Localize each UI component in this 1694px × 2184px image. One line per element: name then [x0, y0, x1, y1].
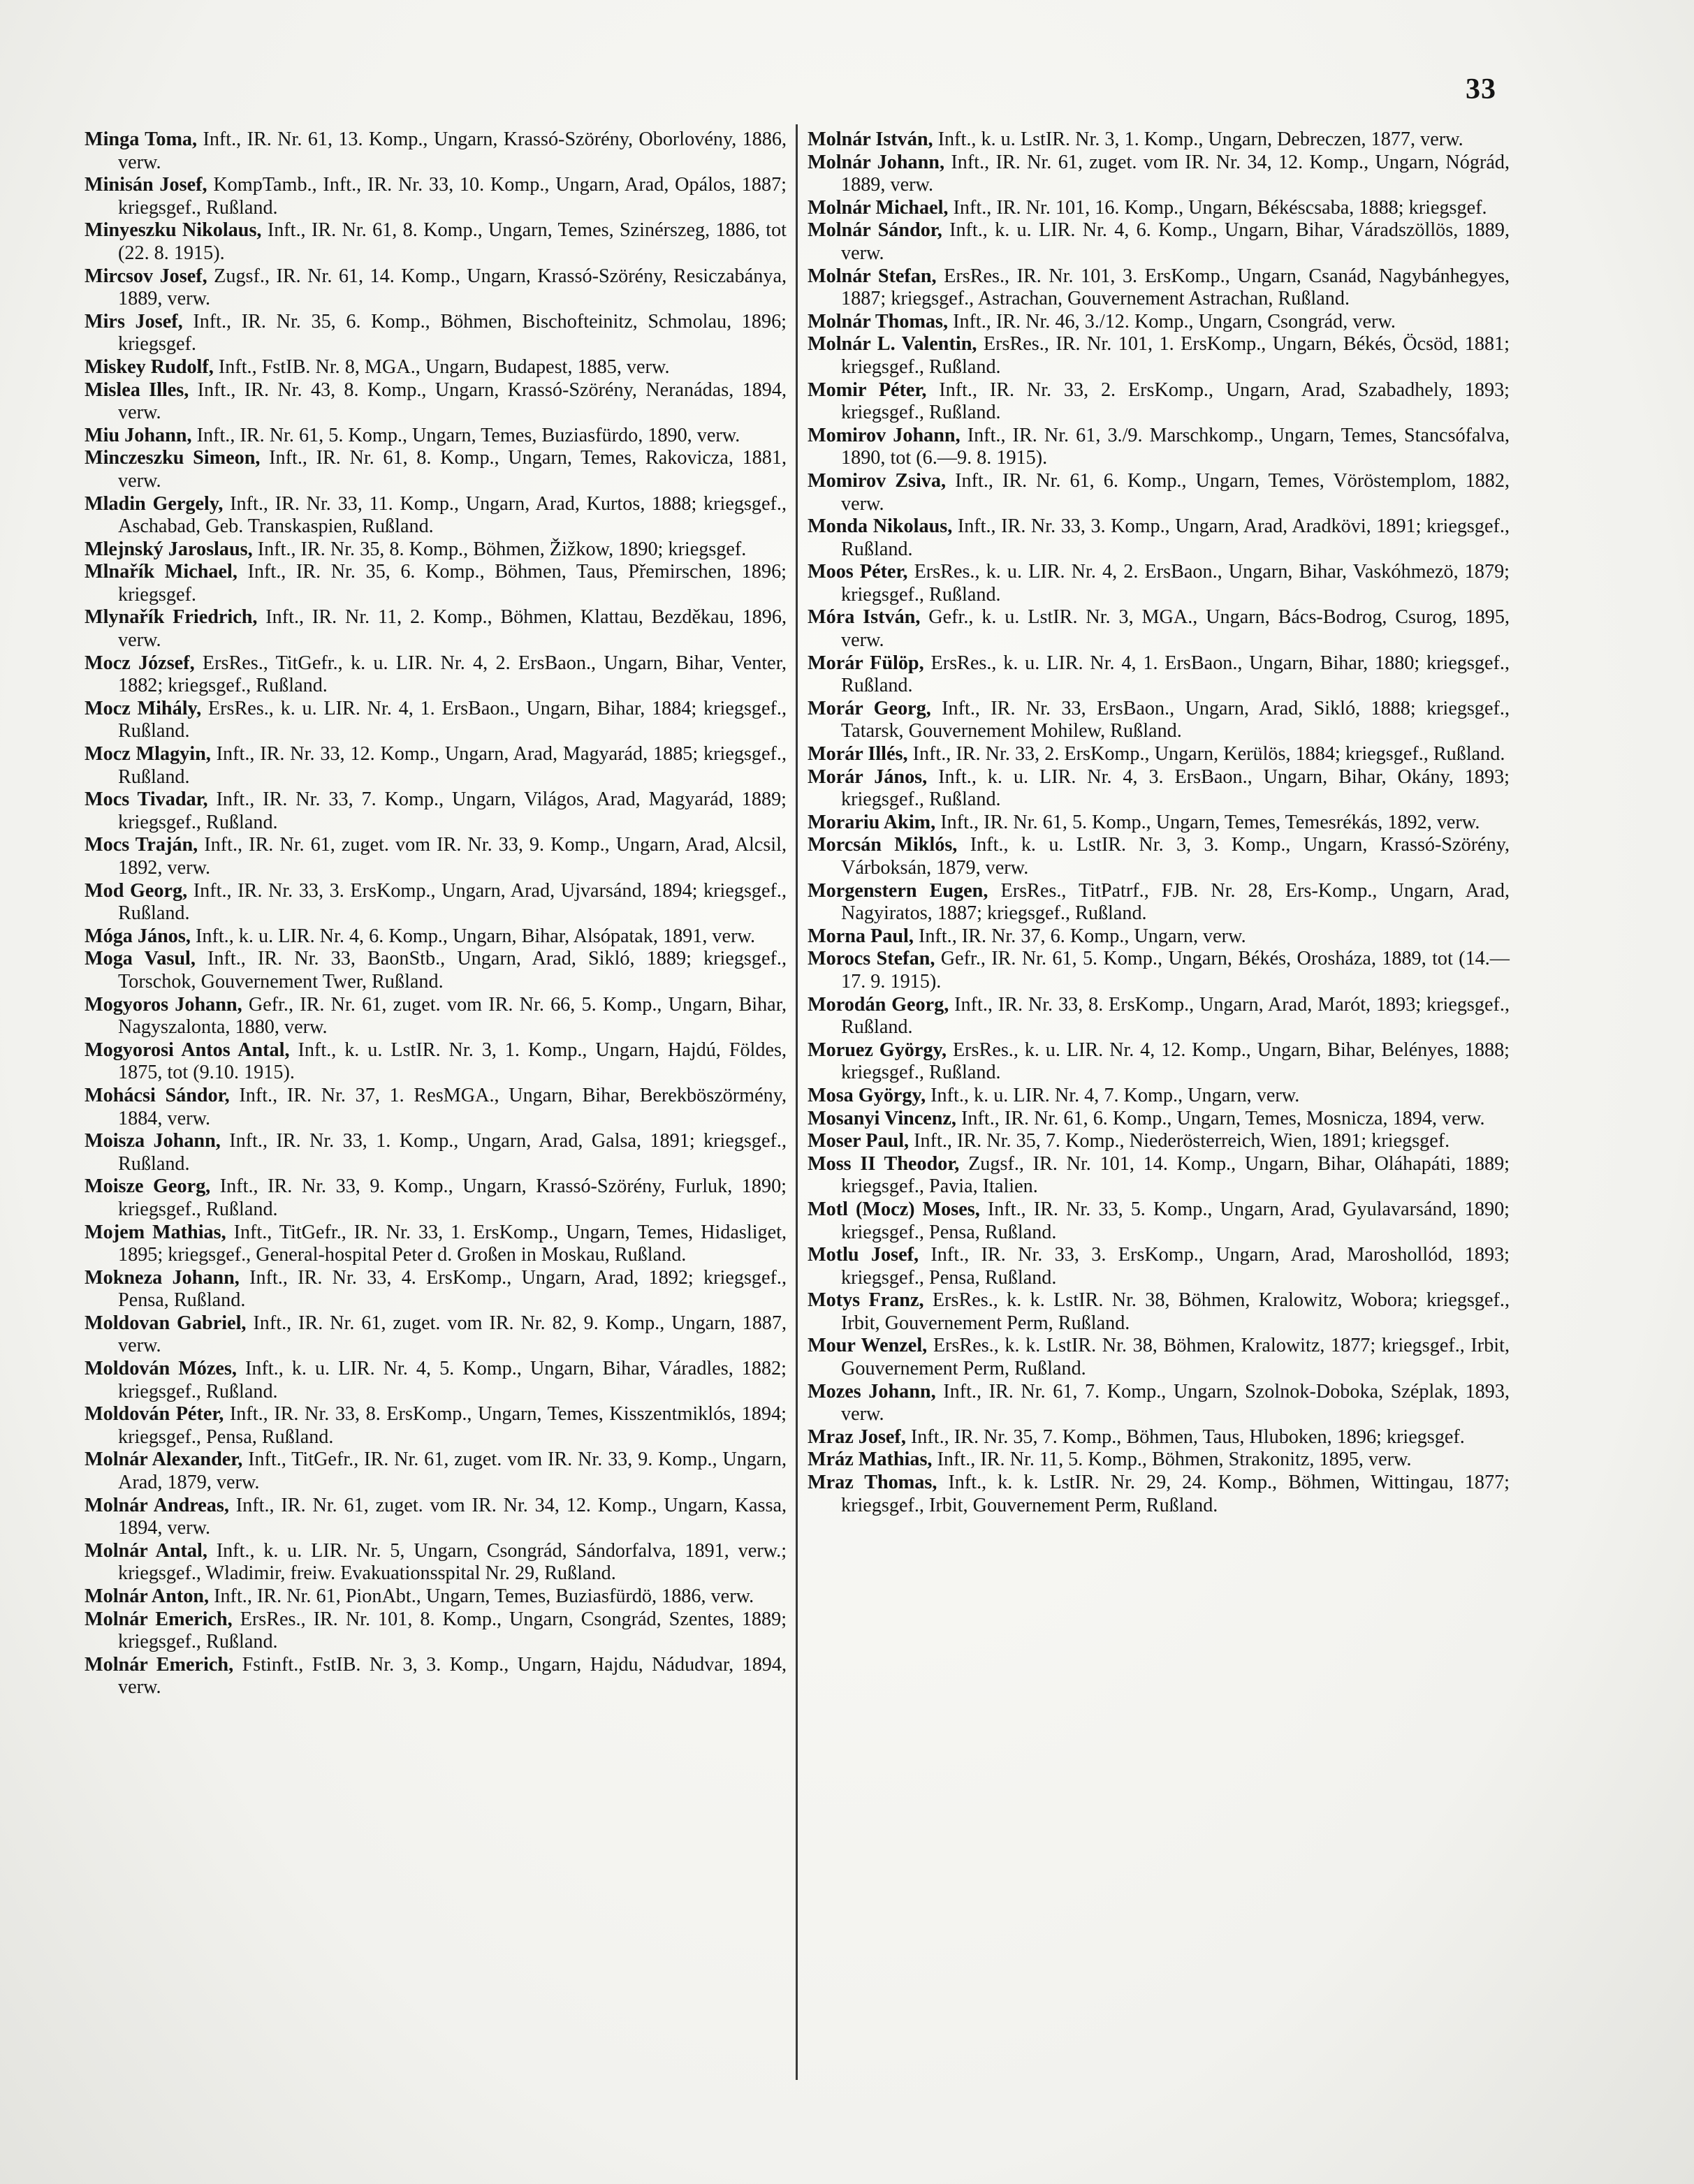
- entry-name: Mlnařík Michael,: [85, 561, 238, 583]
- entry-details: Inft., IR. Nr. 33, 2. ErsKomp., Ungarn, Kerülös, 1884; kriegsgef., Rußland.: [912, 743, 1505, 765]
- register-entry: [808, 1381, 1510, 1426]
- entry-name: Moruez György,: [808, 1039, 947, 1061]
- register-entry: [808, 1426, 1510, 1449]
- entry-details: Inft., IR. Nr. 33, 2. ErsKomp., Ungarn, Arad, Szabadhely, 1893; kriegsgef., Rußland.: [841, 379, 1510, 424]
- register-entry: [808, 1153, 1510, 1199]
- entry-name: Moldován Mózes,: [85, 1358, 237, 1380]
- register-entry: [85, 698, 787, 743]
- entry-details: ErsRes., k. u. LIR. Nr. 4, 2. ErsBaon., Ungarn, Bihar, Vaskóhmezö, 1879; kriegsgef., Rußland.: [841, 561, 1510, 606]
- entry-details: ErsRes., TitPatrf., FJB. Nr. 28, Ers-Komp., Ungarn, Arad, Nagyiratos, 1887; kriegsgef., Rußland.: [841, 879, 1510, 925]
- register-entry: [85, 379, 787, 425]
- register-entry: [808, 766, 1510, 812]
- register-entry: [808, 379, 1510, 425]
- entry-details: Inft., IR. Nr. 33, 3. Komp., Ungarn, Arad, Aradkövi, 1891; kriegsgef., Rußland.: [841, 515, 1510, 560]
- register-entry: [85, 743, 787, 789]
- entry-details: Inft., IR. Nr. 33, 11. Komp., Ungarn, Arad, Kurtos, 1888; kriegsgef., Aschabad, Geb. Transkaspien, Rußland.: [118, 492, 787, 538]
- register-entry: [85, 538, 787, 562]
- entry-details: Inft., k. u. LIR. Nr. 4, 6. Komp., Ungarn, Bihar, Váradszöllös, 1889, verw.: [841, 219, 1510, 264]
- register-entry: [85, 311, 787, 356]
- column-divider: [796, 124, 798, 2080]
- entry-details: Inft., FstIB. Nr. 8, MGA., Ungarn, Budapest, 1885, verw.: [218, 356, 670, 378]
- entry-name: Moisza Johann,: [85, 1130, 221, 1152]
- register-entry: [808, 1289, 1510, 1335]
- register-entry: [808, 812, 1510, 835]
- entry-name: Mocs Traján,: [85, 834, 198, 856]
- entry-details: ErsRes., k. u. LIR. Nr. 4, 1. ErsBaon., Ungarn, Bihar, 1884; kriegsgef., Rußland.: [118, 697, 787, 742]
- register-entry: [85, 447, 787, 492]
- entry-name: Moser Paul,: [808, 1130, 910, 1152]
- register-entry: [808, 470, 1510, 515]
- entry-details: ErsRes., k. k. LstIR. Nr. 38, Böhmen, Kralowitz, Wobora; kriegsgef., Irbit, Gouvernement Perm, Rußland.: [841, 1289, 1510, 1334]
- entry-details: Inft., IR. Nr. 61, zuget. vom IR. Nr. 82, 9. Komp., Ungarn, 1887, verw.: [118, 1312, 787, 1357]
- register-entry: [808, 1085, 1510, 1108]
- register-entry: [808, 1039, 1510, 1085]
- entry-name: Mour Wenzel,: [808, 1335, 928, 1357]
- register-entry: [85, 1403, 787, 1449]
- entry-details: Gefr., k. u. LstIR. Nr. 3, MGA., Ungarn, Bács-Bodrog, Csurog, 1895, verw.: [841, 606, 1510, 652]
- entry-details: Inft., k. u. LIR. Nr. 4, 7. Komp., Ungarn, verw.: [930, 1084, 1300, 1106]
- entry-details: Zugsf., IR. Nr. 61, 14. Komp., Ungarn, Krassó-Szörény, Resiczabánya, 1889, verw.: [118, 265, 787, 310]
- entry-details: Inft., IR. Nr. 61, PionAbt., Ungarn, Temes, Buziasfürdö, 1886, verw.: [214, 1585, 754, 1607]
- register-entry: [808, 1199, 1510, 1244]
- entry-details: Inft., IR. Nr. 33, 1. Komp., Ungarn, Arad, Galsa, 1891; kriegsgef., Rußland.: [118, 1130, 787, 1175]
- register-entry: [85, 1358, 787, 1403]
- register-entry: [85, 606, 787, 652]
- entry-name: Molnár Antal,: [85, 1539, 207, 1562]
- entry-name: Miskey Rudolf,: [85, 356, 214, 378]
- entry-details: Gefr., IR. Nr. 61, zuget. vom IR. Nr. 66, 5. Komp., Ungarn, Bihar, Nagyszalonta, 1880, verw.: [118, 993, 787, 1039]
- entry-name: Molnár Alexander,: [85, 1449, 243, 1471]
- entry-name: Minczeszku Simeon,: [85, 447, 261, 469]
- entry-name: Mocz Mlagyin,: [85, 743, 211, 765]
- register-entry: [808, 948, 1510, 993]
- entry-details: Inft., IR. Nr. 35, 6. Komp., Böhmen, Taus, Přemirschen, 1896; kriegsgef.: [118, 561, 787, 606]
- register-entry: [85, 219, 787, 265]
- entry-name: Moos Péter,: [808, 561, 908, 583]
- entry-name: Morodán Georg,: [808, 993, 949, 1016]
- register-entry: [85, 356, 787, 379]
- register-entry: [808, 1244, 1510, 1289]
- entry-details: Inft., IR. Nr. 35, 6. Komp., Böhmen, Bischofteinitz, Schmolau, 1896; kriegsgef.: [118, 310, 787, 356]
- entry-name: Molnár István,: [808, 129, 933, 150]
- entry-name: Mokneza Johann,: [85, 1266, 240, 1289]
- entry-details: Inft., k. u. LIR. Nr. 5, Ungarn, Csongrád, Sándorfalva, 1891, verw.; kriegsgef., Wladimir, freiw. Evakuationsspital Nr. 29, Rußland.: [118, 1539, 787, 1585]
- entry-name: Mocs Tivadar,: [85, 789, 208, 811]
- entry-name: Mogyoros Johann,: [85, 993, 242, 1016]
- entry-details: Zugsf., IR. Nr. 101, 14. Komp., Ungarn, Bihar, Oláhapáti, 1889; kriegsgef., Pavia, Italien.: [841, 1152, 1510, 1198]
- register-entry: [85, 1085, 787, 1130]
- entry-name: Mirs Josef,: [85, 310, 183, 332]
- entry-name: Moisze Georg,: [85, 1175, 211, 1198]
- register-entry: [808, 219, 1510, 265]
- entry-name: Mod Georg,: [85, 879, 188, 902]
- entry-name: Morár Fülöp,: [808, 652, 924, 674]
- entry-name: Mosanyi Vincenz,: [808, 1107, 956, 1129]
- entry-details: Inft., k. u. LstIR. Nr. 3, 1. Komp., Ungarn, Debreczen, 1877, verw.: [937, 129, 1463, 150]
- register-entry: [808, 333, 1510, 379]
- register-entry: [85, 1222, 787, 1267]
- register-entry: [808, 743, 1510, 766]
- register-entry: [85, 789, 787, 834]
- register-entry: [85, 1608, 787, 1654]
- entry-details: Inft., k. u. LIR. Nr. 4, 6. Komp., Ungarn, Bihar, Alsópatak, 1891, verw.: [195, 925, 756, 947]
- entry-details: Inft., IR. Nr. 61, zuget. vom IR. Nr. 34, 12. Komp., Ungarn, Nógrád, 1889, verw.: [841, 151, 1510, 196]
- entry-details: Inft., IR. Nr. 61, zuget. vom IR. Nr. 34, 12. Komp., Ungarn, Kassa, 1894, verw.: [118, 1494, 787, 1539]
- entry-name: Mraz Thomas,: [808, 1472, 937, 1494]
- entry-details: Inft., IR. Nr. 33, 8. ErsKomp., Ungarn, Arad, Marót, 1893; kriegsgef., Rußland.: [841, 993, 1510, 1039]
- register-entry: [808, 425, 1510, 470]
- entry-details: Inft., IR. Nr. 61, 6. Komp., Ungarn, Temes, Mosnicza, 1894, verw.: [961, 1107, 1485, 1129]
- register-entry: [808, 1130, 1510, 1153]
- entry-details: KompTamb., Inft., IR. Nr. 33, 10. Komp., Ungarn, Arad, Opálos, 1887; kriegsgef., Rußland.: [118, 174, 787, 219]
- entry-name: Morár János,: [808, 765, 928, 788]
- entry-details: Inft., IR. Nr. 33, 7. Komp., Ungarn, Világos, Arad, Magyarád, 1889; kriegsgef., Rußland.: [118, 789, 787, 833]
- register-entry: [85, 174, 787, 219]
- entry-details: Inft., TitGefr., IR. Nr. 33, 1. ErsKomp., Ungarn, Temes, Hidasliget, 1895; kriegsgef., General-hospital Peter d. Großen in Moskau, Rußland.: [118, 1221, 787, 1266]
- register-entry: [85, 1654, 787, 1699]
- entry-name: Molnár Andreas,: [85, 1494, 229, 1516]
- page-number: 33: [1466, 73, 1496, 105]
- entry-details: Inft., IR. Nr. 33, 4. ErsKomp., Ungarn, Arad, 1892; kriegsgef., Pensa, Rußland.: [118, 1266, 787, 1312]
- entry-details: Inft., IR. Nr. 33, 3. ErsKomp., Ungarn, Arad, Maroshollód, 1893; kriegsgef., Pensa, Rußland.: [841, 1244, 1510, 1289]
- entry-details: Inft., IR. Nr. 35, 8. Komp., Böhmen, Žižkow, 1890; kriegsgef.: [257, 538, 747, 560]
- entry-name: Mojem Mathias,: [85, 1221, 226, 1243]
- entry-details: Inft., IR. Nr. 61, 3./9. Marschkomp., Ungarn, Temes, Stancsófalva, 1890, tot (6.—9. 8. 1915).: [841, 424, 1510, 469]
- entry-details: Inft., IR. Nr. 61, 5. Komp., Ungarn, Temes, Buziasfürdo, 1890, verw.: [196, 424, 740, 446]
- entry-details: Inft., k. u. LIR. Nr. 4, 3. ErsBaon., Ungarn, Bihar, Okány, 1893; kriegsgef., Rußland.: [841, 765, 1510, 811]
- entry-name: Molnár Stefan,: [808, 265, 937, 287]
- register-entry: [808, 1449, 1510, 1472]
- register-entry: [85, 652, 787, 698]
- register-entry: [85, 265, 787, 311]
- entry-name: Mráz Mathias,: [808, 1449, 933, 1471]
- entry-name: Molnár Michael,: [808, 196, 949, 219]
- register-entry: [808, 994, 1510, 1039]
- entry-name: Morocs Stefan,: [808, 948, 935, 970]
- entry-name: Molnár Thomas,: [808, 310, 949, 332]
- register-entry: [808, 834, 1510, 879]
- entry-name: Molnár Anton,: [85, 1585, 210, 1607]
- entry-name: Mohácsi Sándor,: [85, 1084, 230, 1106]
- entry-details: Inft., k. u. LstIR. Nr. 3, 1. Komp., Ungarn, Hajdú, Földes, 1875, tot (9.10. 1915).: [118, 1039, 787, 1084]
- register-entry: [85, 880, 787, 925]
- register-entry: [85, 561, 787, 606]
- entry-details: Inft., IR. Nr. 61, 8. Komp., Ungarn, Temes, Szinérszeg, 1886, tot (22. 8. 1915).: [118, 219, 787, 264]
- register-entry: [808, 129, 1510, 152]
- entry-name: Minga Toma,: [85, 129, 198, 150]
- entry-details: Inft., IR. Nr. 61, 5. Komp., Ungarn, Temes, Temesrékás, 1892, verw.: [940, 811, 1480, 833]
- entry-name: Mocz Mihály,: [85, 697, 202, 719]
- entry-name: Morár Illés,: [808, 743, 908, 765]
- register-entry: [808, 1108, 1510, 1131]
- entry-details: Inft., IR. Nr. 33, 5. Komp., Ungarn, Arad, Gyulavarsánd, 1890; kriegsgef., Pensa, Rußland.: [841, 1198, 1510, 1243]
- register-entry: [85, 1585, 787, 1608]
- entry-details: Inft., IR. Nr. 11, 2. Komp., Böhmen, Klattau, Bezděkau, 1896, verw.: [118, 606, 787, 652]
- entry-name: Minyeszku Nikolaus,: [85, 219, 262, 242]
- register-entry: [808, 197, 1510, 220]
- entry-details: Inft., IR. Nr. 33, 8. ErsKomp., Ungarn, Temes, Kisszentmiklós, 1894; kriegsgef., Pensa, Rußland.: [118, 1403, 787, 1448]
- entry-name: Molnár Johann,: [808, 151, 945, 173]
- entry-name: Morariu Akim,: [808, 811, 936, 833]
- entry-details: Inft., IR. Nr. 11, 5. Komp., Böhmen, Strakonitz, 1895, verw.: [937, 1449, 1412, 1471]
- entry-details: Inft., IR. Nr. 33, 3. ErsKomp., Ungarn, Arad, Ujvarsánd, 1894; kriegsgef., Rußland.: [118, 879, 787, 925]
- register-entry: [85, 925, 787, 948]
- register-entry: [85, 129, 787, 174]
- entry-details: Inft., k. u. LstIR. Nr. 3, 3. Komp., Ungarn, Krassó-Szörény, Várboksán, 1879, verw.: [841, 834, 1510, 879]
- entry-details: Inft., IR. Nr. 101, 16. Komp., Ungarn, Békéscsaba, 1888; kriegsgef.: [953, 196, 1487, 219]
- entry-name: Motlu Josef,: [808, 1244, 919, 1266]
- right-column: [808, 129, 1510, 1517]
- entry-name: Morár Georg,: [808, 697, 931, 719]
- register-entry: [808, 311, 1510, 334]
- entry-name: Morgenstern Eugen,: [808, 879, 988, 902]
- entry-details: Inft., IR. Nr. 33, 12. Komp., Ungarn, Arad, Magyarád, 1885; kriegsgef., Rußland.: [118, 743, 787, 788]
- register-entry: [85, 1312, 787, 1358]
- entry-name: Mircsov Josef,: [85, 265, 207, 287]
- left-column: [85, 129, 787, 1699]
- register-entry: [85, 1449, 787, 1494]
- register-entry: [808, 265, 1510, 311]
- entry-details: Inft., k. k. LstIR. Nr. 29, 24. Komp., Böhmen, Wittingau, 1877; kriegsgef., Irbit, Gouvernement Perm, Rußland.: [841, 1472, 1510, 1516]
- entry-name: Miu Johann,: [85, 424, 192, 446]
- entry-name: Móra István,: [808, 606, 921, 629]
- entry-name: Móga János,: [85, 925, 191, 947]
- entry-name: Momirov Zsiva,: [808, 469, 947, 492]
- register-entry: [85, 1267, 787, 1312]
- register-entry: [85, 994, 787, 1039]
- register-entry: [808, 1335, 1510, 1380]
- register-entry: [808, 925, 1510, 948]
- entry-details: ErsRes., IR. Nr. 101, 8. Komp., Ungarn, Csongrád, Szentes, 1889; kriegsgef., Rußland.: [118, 1608, 787, 1653]
- entry-name: Molnár Sándor,: [808, 219, 942, 242]
- entry-name: Moldován Péter,: [85, 1403, 224, 1426]
- entry-details: Inft., IR. Nr. 61, 13. Komp., Ungarn, Krassó-Szörény, Oborlovény, 1886, verw.: [118, 129, 787, 173]
- entry-name: Mladin Gergely,: [85, 492, 224, 515]
- entry-name: Mlynařík Friedrich,: [85, 606, 258, 629]
- entry-details: Inft., IR. Nr. 43, 8. Komp., Ungarn, Krassó-Szörény, Neranádas, 1894, verw.: [118, 379, 787, 424]
- entry-details: Inft., TitGefr., IR. Nr. 61, zuget. vom IR. Nr. 33, 9. Komp., Ungarn, Arad, 1879, verw.: [118, 1449, 787, 1494]
- entry-details: Inft., IR. Nr. 33, BaonStb., Ungarn, Arad, Sikló, 1889; kriegsgef., Torschok, Gouvernement Twer, Rußland.: [118, 948, 787, 992]
- register-entry: [808, 152, 1510, 197]
- entry-name: Mraz Josef,: [808, 1426, 906, 1448]
- entry-details: Inft., IR. Nr. 61, zuget. vom IR. Nr. 33, 9. Komp., Ungarn, Arad, Alcsil, 1892, verw.: [118, 834, 787, 879]
- entry-details: Inft., IR. Nr. 61, 6. Komp., Ungarn, Temes, Vöröstemplom, 1882, verw.: [841, 469, 1510, 515]
- register-entry: [808, 1472, 1510, 1517]
- entry-name: Mocz József,: [85, 652, 195, 674]
- entry-name: Mozes Johann,: [808, 1380, 936, 1402]
- register-entry: [808, 698, 1510, 743]
- entry-name: Minisán Josef,: [85, 174, 207, 196]
- register-entry: [808, 561, 1510, 606]
- entry-name: Molnár Emerich,: [85, 1653, 234, 1676]
- entry-details: ErsRes., k. u. LIR. Nr. 4, 12. Komp., Ungarn, Bihar, Belényes, 1888; kriegsgef., Rußland.: [841, 1039, 1510, 1084]
- entry-details: ErsRes., IR. Nr. 101, 1. ErsKomp., Ungarn, Békés, Öcsöd, 1881; kriegsgef., Rußland.: [841, 333, 1510, 378]
- entry-details: Inft., IR. Nr. 33, 9. Komp., Ungarn, Krassó-Szörény, Furluk, 1890; kriegsgef., Rußland.: [118, 1175, 787, 1220]
- entry-name: Morcsán Miklós,: [808, 834, 958, 856]
- register-entry: [808, 515, 1510, 561]
- entry-details: Inft., IR. Nr. 37, 1. ResMGA., Ungarn, Bihar, Berekböszörmény, 1884, verw.: [118, 1084, 787, 1129]
- entry-details: Inft., k. u. LIR. Nr. 4, 5. Komp., Ungarn, Bihar, Váradles, 1882; kriegsgef., Rußland.: [118, 1358, 787, 1402]
- entry-name: Mislea Illes,: [85, 379, 189, 401]
- entry-details: Fstinft., FstIB. Nr. 3, 3. Komp., Ungarn, Hajdu, Nádudvar, 1894, verw.: [118, 1653, 787, 1699]
- register-entry: [85, 493, 787, 538]
- entry-details: ErsRes., IR. Nr. 101, 3. ErsKomp., Ungarn, Csanád, Nagybánhegyes, 1887; kriegsgef., Astrachan, Gouvernement Astrachan, Rußland.: [841, 265, 1510, 310]
- register-entry: [85, 1175, 787, 1221]
- register-entry: [85, 948, 787, 993]
- entry-name: Motl (Mocz) Moses,: [808, 1198, 980, 1220]
- register-entry: [808, 652, 1510, 698]
- entry-name: Mlejnský Jaroslaus,: [85, 538, 253, 560]
- entry-name: Motys Franz,: [808, 1289, 924, 1312]
- entry-name: Molnár Emerich,: [85, 1608, 233, 1630]
- entry-details: Inft., IR. Nr. 37, 6. Komp., Ungarn, verw.: [918, 925, 1246, 947]
- entry-details: Inft., IR. Nr. 35, 7. Komp., Böhmen, Taus, Hluboken, 1896; kriegsgef.: [910, 1426, 1465, 1448]
- register-entry: [85, 1495, 787, 1540]
- entry-name: Momirov Johann,: [808, 424, 961, 446]
- entry-name: Moga Vasul,: [85, 948, 196, 970]
- entry-details: Inft., IR. Nr. 61, 7. Komp., Ungarn, Szolnok-Doboka, Széplak, 1893, verw.: [841, 1380, 1510, 1426]
- entry-name: Monda Nikolaus,: [808, 515, 953, 538]
- entry-details: Inft., IR. Nr. 35, 7. Komp., Niederösterreich, Wien, 1891; kriegsgef.: [914, 1130, 1450, 1152]
- entry-details: Gefr., IR. Nr. 61, 5. Komp., Ungarn, Békés, Orosháza, 1889, tot (14.—17. 9. 1915).: [841, 948, 1510, 992]
- register-entry: [85, 1130, 787, 1175]
- register-entry: [85, 1039, 787, 1085]
- entry-details: Inft., IR. Nr. 46, 3./12. Komp., Ungarn, Csongrád, verw.: [953, 310, 1396, 332]
- entry-name: Morna Paul,: [808, 925, 914, 947]
- register-entry: [808, 606, 1510, 652]
- entry-name: Molnár L. Valentin,: [808, 333, 977, 356]
- register-entry: [85, 1540, 787, 1585]
- entry-details: ErsRes., TitGefr., k. u. LIR. Nr. 4, 2. ErsBaon., Ungarn, Bihar, Venter, 1882; kriegsgef., Rußland.: [118, 652, 787, 697]
- entry-name: Momir Péter,: [808, 379, 927, 401]
- entry-name: Mosa György,: [808, 1084, 926, 1106]
- entry-details: ErsRes., k. u. LIR. Nr. 4, 1. ErsBaon., Ungarn, Bihar, 1880; kriegsgef., Rußland.: [841, 652, 1510, 697]
- entry-name: Moldovan Gabriel,: [85, 1312, 247, 1334]
- entry-details: Inft., IR. Nr. 33, ErsBaon., Ungarn, Arad, Sikló, 1888; kriegsgef., Tatarsk, Gouvernement Mohilew, Rußland.: [841, 697, 1510, 742]
- register-entry: [85, 834, 787, 879]
- register-entry: [808, 880, 1510, 925]
- entry-details: ErsRes., k. k. LstIR. Nr. 38, Böhmen, Kralowitz, 1877; kriegsgef., Irbit, Gouvernement Perm, Rußland.: [841, 1335, 1510, 1380]
- entry-details: Inft., IR. Nr. 61, 8. Komp., Ungarn, Temes, Rakovicza, 1881, verw.: [118, 447, 787, 492]
- entry-name: Moss II Theodor,: [808, 1152, 960, 1175]
- register-entry: [85, 425, 787, 448]
- entry-name: Mogyorosi Antos Antal,: [85, 1039, 290, 1061]
